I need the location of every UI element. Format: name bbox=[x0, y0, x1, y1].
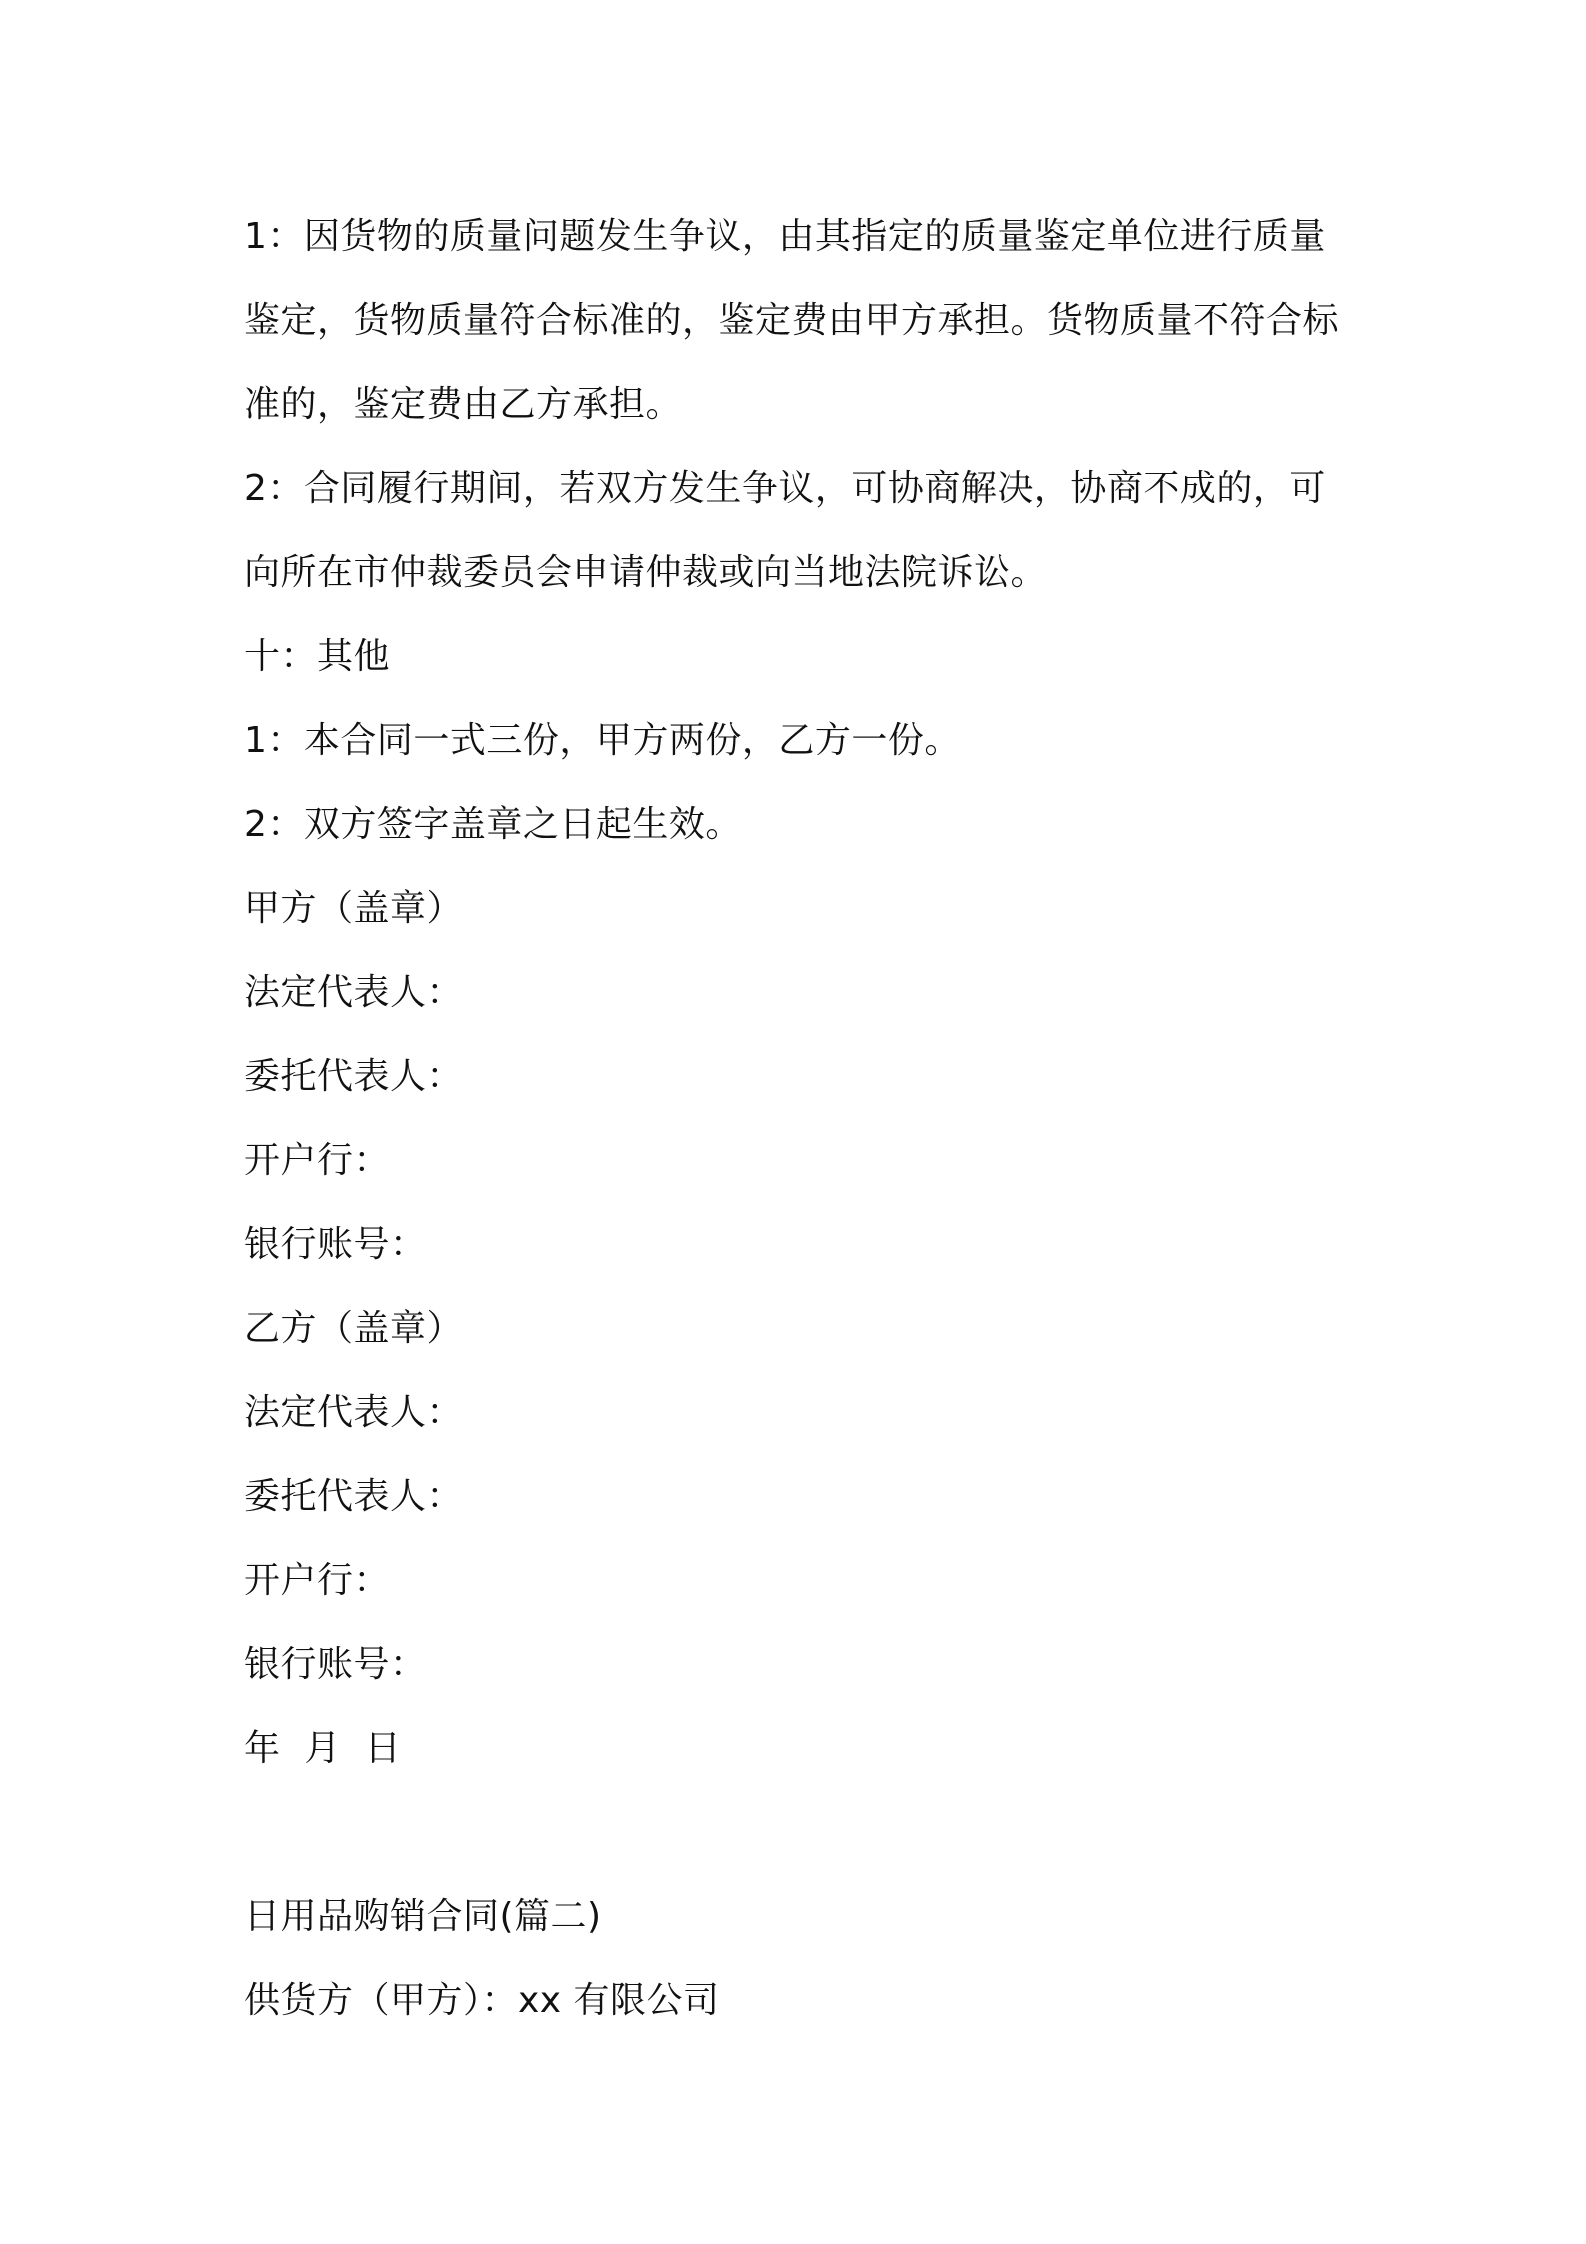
supplier-line: 供货方（甲方）：xx 有限公司 bbox=[244, 1980, 720, 2021]
party-a-authorized-rep: 委托代表人： bbox=[244, 1056, 464, 1097]
dispute-clause-1-line-3: 准的，鉴定费由乙方承担。 bbox=[244, 384, 683, 425]
section-title: 日用品购销合同(篇二) bbox=[244, 1896, 602, 1937]
section-spacer bbox=[244, 1791, 1354, 1875]
party-b-legal-rep: 法定代表人： bbox=[244, 1392, 464, 1433]
party-b-seal: 乙方（盖章） bbox=[244, 1308, 464, 1349]
section-heading-other: 十：其他 bbox=[244, 636, 391, 677]
dispute-clause-2-line-2: 向所在市仲裁委员会申请仲裁或向当地法院诉讼。 bbox=[244, 552, 1048, 593]
party-a-bank: 开户行： bbox=[244, 1140, 391, 1181]
dispute-clause-2-line-1: 2：合同履行期间，若双方发生争议，可协商解决，协商不成的，可 bbox=[244, 468, 1326, 509]
dispute-clause-1-line-1: 1：因货物的质量问题发生争议，由其指定的质量鉴定单位进行质量 bbox=[244, 216, 1326, 257]
party-a-legal-rep: 法定代表人： bbox=[244, 972, 464, 1013]
other-clause-1: 1：本合同一式三份，甲方两份，乙方一份。 bbox=[244, 720, 961, 761]
document-body bbox=[244, 195, 1354, 2043]
party-a-account: 银行账号： bbox=[244, 1224, 427, 1265]
signature-date: 年 月 日 bbox=[244, 1728, 402, 1769]
party-b-authorized-rep: 委托代表人： bbox=[244, 1476, 464, 1517]
party-b-account: 银行账号： bbox=[244, 1644, 427, 1685]
dispute-clause-1-line-2: 鉴定，货物质量符合标准的，鉴定费由甲方承担。货物质量不符合标 bbox=[244, 300, 1340, 341]
party-b-bank: 开户行： bbox=[244, 1560, 391, 1601]
other-clause-2: 2：双方签字盖章之日起生效。 bbox=[244, 804, 742, 845]
party-a-seal: 甲方（盖章） bbox=[244, 888, 464, 929]
